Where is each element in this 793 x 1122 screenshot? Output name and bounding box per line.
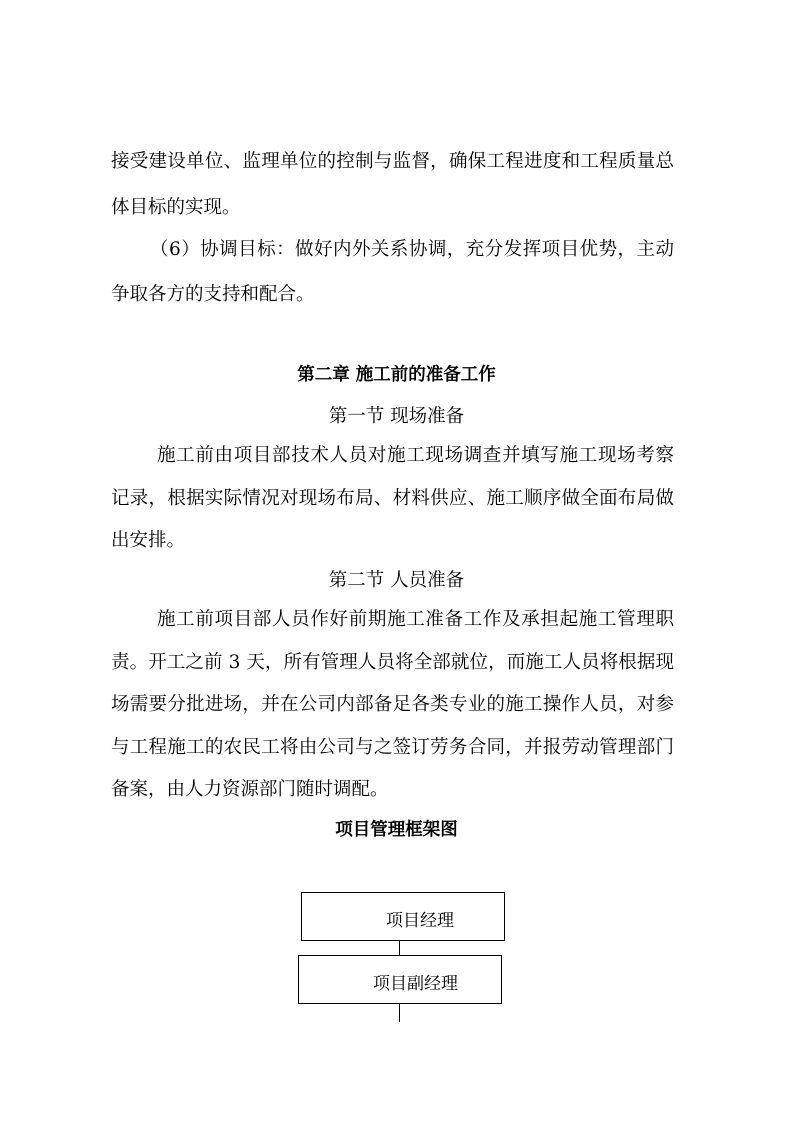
chapter-title: 第二章 施工前的准备工作 <box>297 365 496 385</box>
org-node-project-manager <box>301 892 505 941</box>
paragraph-line: 备案，由人力资源部门随时调配。 <box>111 779 389 800</box>
paragraph-line: 接受建设单位、监理单位的控制与监督，确保工程进度和工程质量总 <box>111 151 674 172</box>
paragraph-line: 争取各方的支持和配合。 <box>111 284 315 305</box>
paragraph-line: 出安排。 <box>111 530 186 551</box>
paragraph-line: 施工前由项目部技术人员对施工现场调查并填写施工现场考察 <box>157 445 674 466</box>
org-node-label: 项目经理 <box>386 911 454 931</box>
section-title: 第一节 现场准备 <box>328 406 465 427</box>
org-node-deputy-manager <box>298 955 502 1004</box>
org-node-label: 项目副经理 <box>373 974 458 994</box>
org-chart-title: 项目管理框架图 <box>335 820 458 840</box>
org-connector <box>399 941 400 955</box>
paragraph-line: 体目标的实现。 <box>111 197 241 218</box>
paragraph-line: 场需要分批进场，并在公司内部备足各类专业的施工操作人员，对参 <box>111 694 674 715</box>
paragraph-line: 与工程施工的农民工将由公司与之签订劳务合同，并报劳动管理部门 <box>111 737 674 758</box>
paragraph-line: 施工前项目部人员作好前期施工准备工作及承担起施工管理职 <box>157 609 674 630</box>
paragraph-line: 记录，根据实际情况对现场布局、材料供应、施工顺序做全面布局做 <box>111 488 674 509</box>
paragraph-line: （6）协调目标：做好内外关系协调，充分发挥项目优势，主动 <box>150 239 674 260</box>
section-title: 第二节 人员准备 <box>328 570 465 591</box>
paragraph-line: 责。开工之前 3 天，所有管理人员将全部就位，而施工人员将根据现 <box>111 652 674 673</box>
org-connector <box>399 1004 400 1022</box>
